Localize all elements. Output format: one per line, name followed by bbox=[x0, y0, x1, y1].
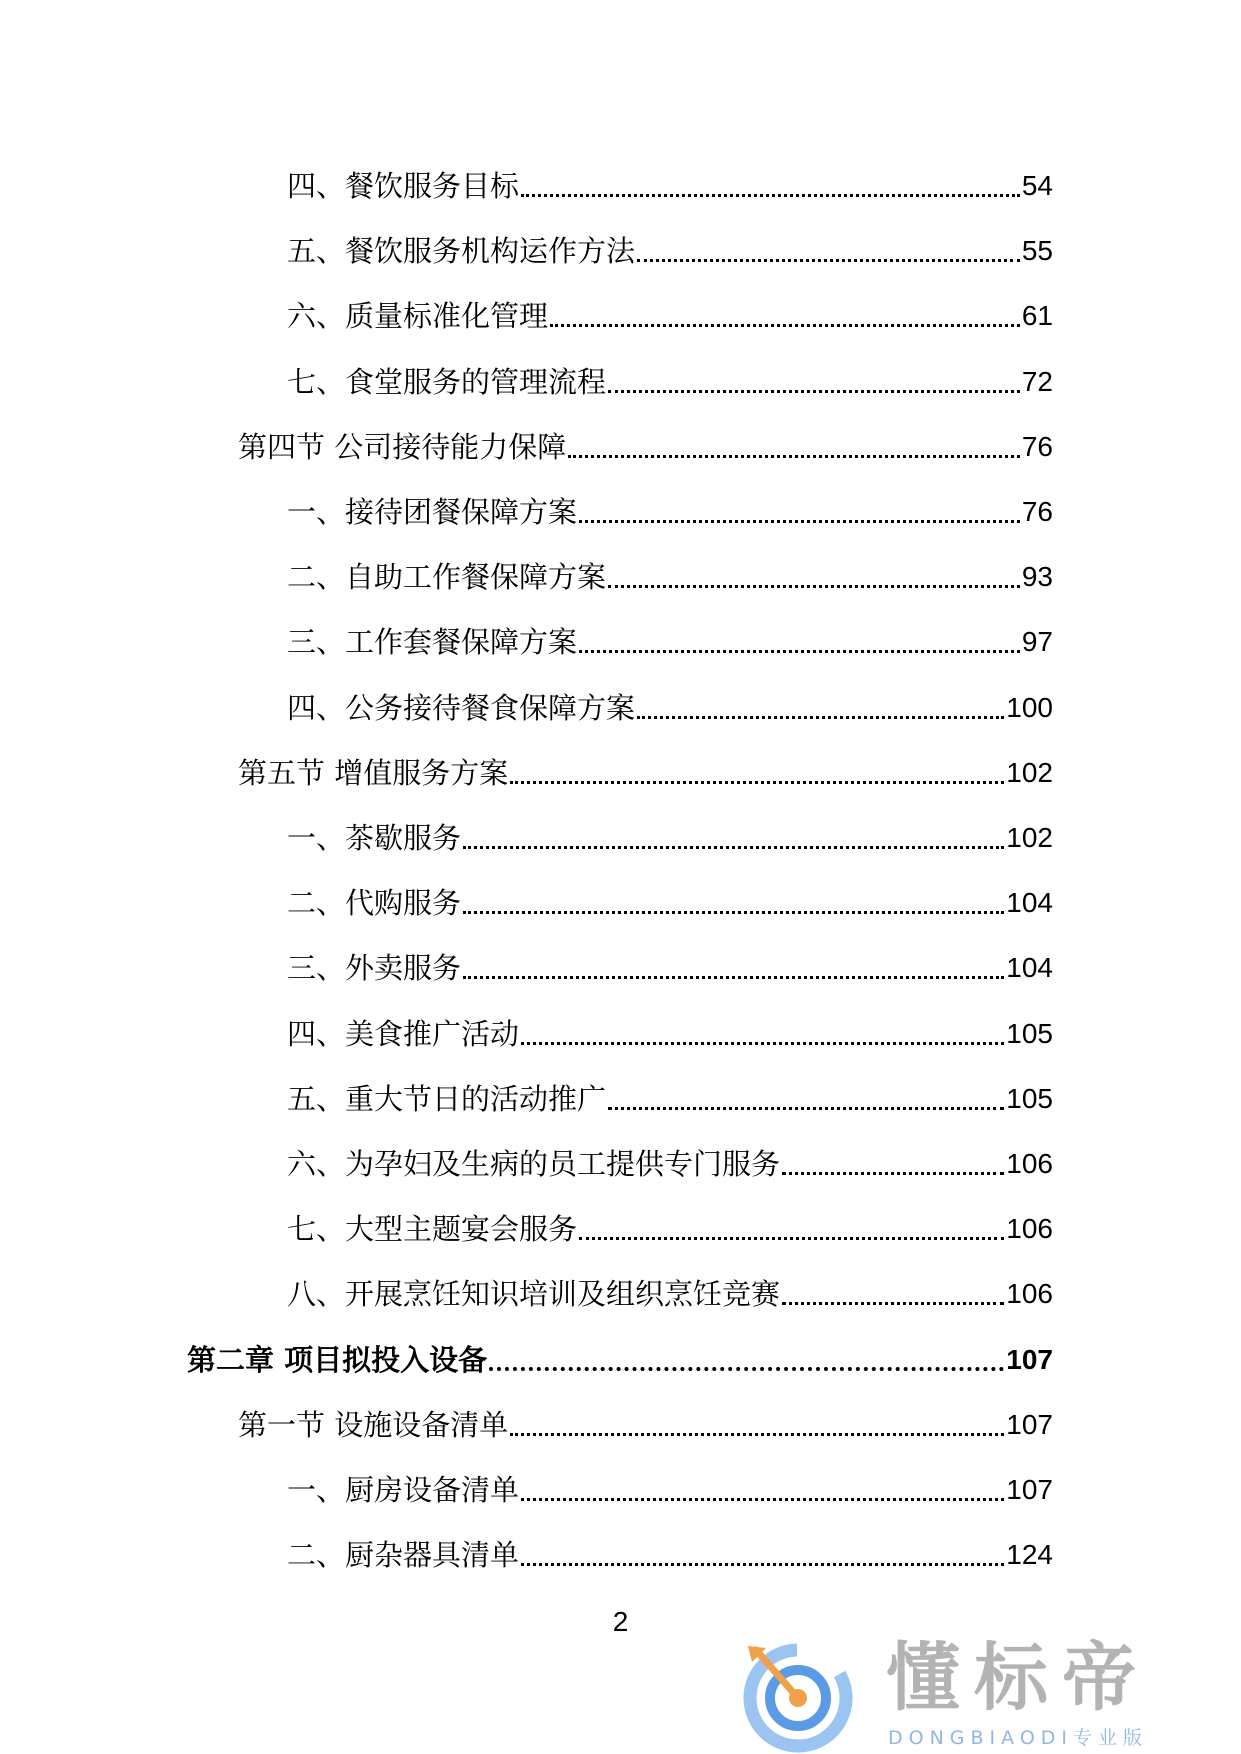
toc-dot-leader bbox=[510, 1429, 1004, 1436]
toc-entry-page: 102 bbox=[1006, 757, 1053, 788]
toc-entry[interactable] bbox=[287, 1203, 1053, 1249]
toc-dot-leader bbox=[579, 1233, 1004, 1240]
toc-entry-title: 四、公务接待餐食保障方案 bbox=[287, 691, 636, 725]
page-number: 2 bbox=[612, 1606, 629, 1637]
toc-entry-title: 第五节 增值服务方案 bbox=[238, 756, 509, 790]
toc-entry-page: 61 bbox=[1021, 300, 1053, 331]
toc-entry[interactable] bbox=[287, 1073, 1053, 1119]
toc-dot-leader bbox=[579, 646, 1020, 653]
toc-entry-page: 72 bbox=[1021, 366, 1053, 397]
toc-entry-title: 六、质量标准化管理 bbox=[287, 299, 549, 333]
toc-entry-title: 第一节 设施设备清单 bbox=[238, 1408, 509, 1442]
toc-entry-page: 93 bbox=[1021, 561, 1053, 592]
toc-entry-page: 100 bbox=[1006, 692, 1053, 723]
toc-dot-leader bbox=[463, 907, 1004, 914]
watermark-brand: 懂标帝 bbox=[886, 1635, 1150, 1721]
toc-entry[interactable] bbox=[287, 616, 1053, 662]
toc-entry[interactable] bbox=[238, 747, 1053, 793]
toc-entry-title: 八、开展烹饪知识培训及组织烹饪竞赛 bbox=[287, 1277, 781, 1311]
toc-entry-title: 四、美食推广活动 bbox=[287, 1017, 520, 1051]
toc-entry[interactable] bbox=[287, 1464, 1053, 1510]
toc-entry-page: 104 bbox=[1006, 887, 1053, 918]
toc-entry-title: 五、重大节日的活动推广 bbox=[287, 1082, 607, 1116]
toc-entry-page: 107 bbox=[1006, 1344, 1053, 1375]
toc-entry[interactable] bbox=[287, 1008, 1053, 1054]
toc-dot-leader bbox=[521, 190, 1020, 197]
toc-dot-leader bbox=[463, 972, 1004, 979]
target-logo-icon bbox=[738, 1636, 856, 1754]
toc-entry[interactable] bbox=[287, 551, 1053, 597]
toc-entry[interactable] bbox=[287, 160, 1053, 206]
watermark-subtitle: DONGBIAODI专业版 bbox=[888, 1727, 1149, 1749]
toc-entry-title: 二、自助工作餐保障方案 bbox=[287, 560, 607, 594]
toc-entry-title: 六、为孕妇及生病的员工提供专门服务 bbox=[287, 1147, 781, 1181]
toc-entry[interactable] bbox=[187, 1334, 1053, 1380]
toc-dot-leader bbox=[489, 1363, 1004, 1371]
toc-dot-leader bbox=[637, 255, 1020, 262]
toc-entry-title: 二、厨杂器具清单 bbox=[287, 1538, 520, 1572]
toc-entry-page: 107 bbox=[1006, 1409, 1053, 1440]
toc-entry-page: 124 bbox=[1006, 1539, 1053, 1570]
toc-entry-title: 三、外卖服务 bbox=[287, 951, 462, 985]
toc-entry-page: 106 bbox=[1006, 1278, 1053, 1309]
toc-dot-leader bbox=[782, 1168, 1004, 1175]
toc-entry[interactable] bbox=[287, 290, 1053, 336]
toc-dot-leader bbox=[608, 1103, 1004, 1110]
watermark bbox=[738, 1636, 1218, 1754]
toc-entry[interactable] bbox=[287, 877, 1053, 923]
toc-dot-leader bbox=[463, 842, 1004, 849]
toc-entry[interactable] bbox=[287, 1529, 1053, 1575]
toc-entry-title: 第四节 公司接待能力保障 bbox=[238, 430, 567, 464]
toc-entry-title: 四、餐饮服务目标 bbox=[287, 169, 520, 203]
toc-entry[interactable] bbox=[287, 225, 1053, 271]
toc-entry[interactable] bbox=[238, 1399, 1053, 1445]
toc-entry-page: 76 bbox=[1021, 431, 1053, 462]
toc-dot-leader bbox=[550, 320, 1020, 327]
toc-entry-title: 七、大型主题宴会服务 bbox=[287, 1212, 578, 1246]
toc-entry-title: 三、工作套餐保障方案 bbox=[287, 625, 578, 659]
toc-entry-page: 54 bbox=[1021, 170, 1053, 201]
toc-entry[interactable] bbox=[287, 682, 1053, 728]
toc-entry[interactable] bbox=[238, 421, 1053, 467]
toc-entry[interactable] bbox=[287, 1138, 1053, 1184]
toc-entry[interactable] bbox=[287, 486, 1053, 532]
toc-entry-page: 104 bbox=[1006, 952, 1053, 983]
toc-dot-leader bbox=[521, 1494, 1004, 1501]
toc-dot-leader bbox=[637, 712, 1004, 719]
toc-dot-leader bbox=[521, 1038, 1004, 1045]
toc-entry-page: 102 bbox=[1006, 822, 1053, 853]
toc-entry[interactable] bbox=[287, 942, 1053, 988]
toc-entry[interactable] bbox=[287, 812, 1053, 858]
toc-entry-title: 一、接待团餐保障方案 bbox=[287, 495, 578, 529]
toc-entry-page: 55 bbox=[1021, 235, 1053, 266]
toc-dot-leader bbox=[568, 451, 1020, 458]
toc-entry-title: 七、食堂服务的管理流程 bbox=[287, 365, 607, 399]
toc-entry-page: 76 bbox=[1021, 496, 1053, 527]
toc-entry-title: 一、茶歇服务 bbox=[287, 821, 462, 855]
toc-entry[interactable] bbox=[287, 356, 1053, 402]
toc-entry[interactable] bbox=[287, 1268, 1053, 1314]
toc-dot-leader bbox=[608, 386, 1020, 393]
toc-entry-title: 第二章 项目拟投入设备 bbox=[187, 1343, 488, 1377]
toc-entry-page: 97 bbox=[1021, 626, 1053, 657]
toc-entry-page: 106 bbox=[1006, 1213, 1053, 1244]
toc-entry-page: 105 bbox=[1006, 1018, 1053, 1049]
toc-entry-page: 105 bbox=[1006, 1083, 1053, 1114]
toc-entry-title: 二、代购服务 bbox=[287, 886, 462, 920]
toc-entry-title: 一、厨房设备清单 bbox=[287, 1473, 520, 1507]
toc-dot-leader bbox=[782, 1298, 1004, 1305]
toc-dot-leader bbox=[521, 1559, 1004, 1566]
toc-dot-leader bbox=[579, 516, 1020, 523]
toc-entry-title: 五、餐饮服务机构运作方法 bbox=[287, 234, 636, 268]
toc-entry-page: 107 bbox=[1006, 1474, 1053, 1505]
toc-dot-leader bbox=[608, 581, 1020, 588]
toc-entry-page: 106 bbox=[1006, 1148, 1053, 1179]
toc-dot-leader bbox=[510, 777, 1004, 784]
